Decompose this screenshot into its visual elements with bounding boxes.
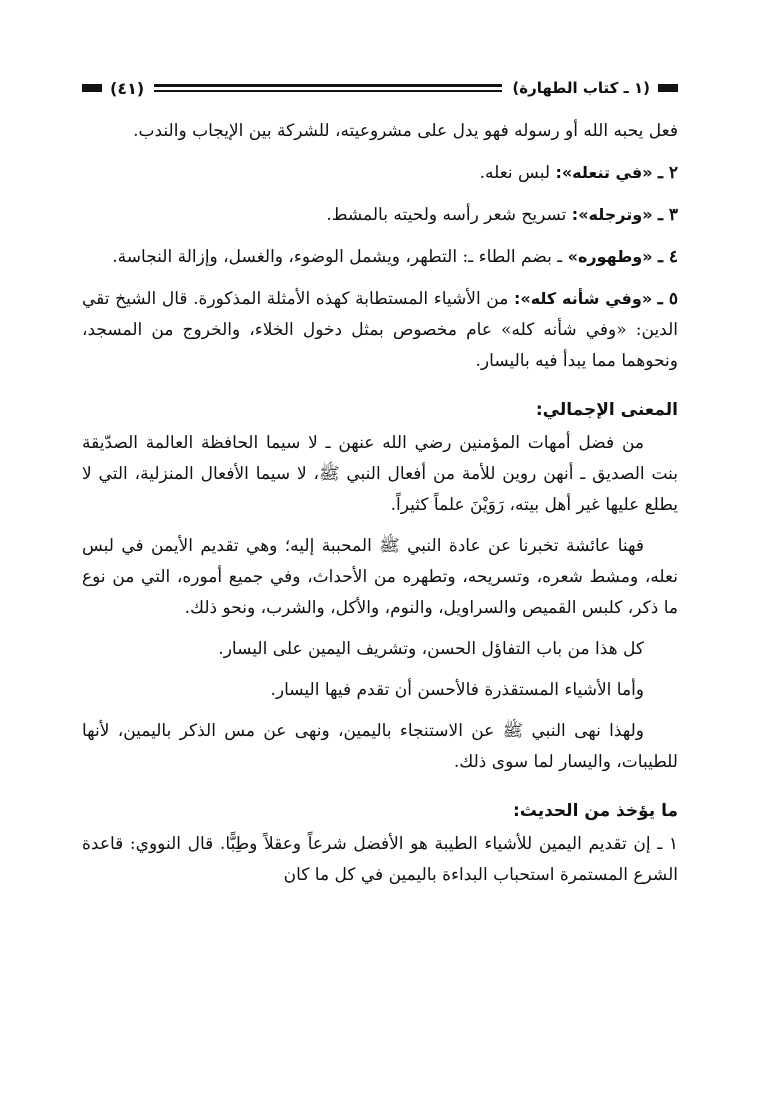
intro-paragraph: فعل يحبه الله أو رسوله فهو يدل على مشروعيته، للشركة بين الإيجاب والندب. — [133, 121, 678, 141]
header-rule-long — [154, 84, 502, 92]
chapter-title: (١ ـ كتاب الطهارة) — [512, 79, 650, 97]
meaning-paragraph: من فضل أمهات المؤمنين رضي الله عنهن ـ لا سيما الحافظة العالمة الصدّيقة بنت الصديق ـ أنهن روين للأمة من أفعال النبي ﷺ، لا سيما الأفعال المنزلية، التي لا يطلع عليها غير أهل بيته، رَوَيْنَ علماً كثيراً. — [82, 433, 678, 515]
glossary-term: «وترجله»: — [571, 205, 653, 224]
lesson-paragraph: ١ ـ إن تقديم اليمين للأشياء الطيبة هو الأفضل شرعاً وعقلاً وطِبًّا. قال النووي: قاعدة الشرع المستمرة استحباب البداءة باليمين في كل ما كان — [82, 834, 678, 885]
glossary-item — [82, 199, 678, 231]
meaning-paragraph: ولهذا نهى النبي ﷺ عن الاستنجاء باليمين، ونهى عن مس الذكر باليمين، لأنها للطيبات، واليسار لما سوى ذلك. — [82, 721, 678, 772]
glossary-number: ٣ ـ — [657, 205, 678, 225]
section-heading-lessons: ما يؤخذ من الحديث: — [512, 801, 678, 821]
glossary-item — [82, 241, 678, 273]
glossary-item — [82, 157, 678, 189]
glossary-text: ـ بضم الطاء ـ: التطهر، ويشمل الوضوء، والغسل، وإزالة النجاسة. — [112, 247, 568, 267]
glossary-item — [82, 283, 678, 377]
glossary-number: ٢ ـ — [657, 163, 678, 183]
meaning-paragraph: فهنا عائشة تخبرنا عن عادة النبي ﷺ المحببة إليه؛ وهي تقديم الأيمن في لبس نعله، ومشط شعره، وتسريحه، وتطهره من الأحداث، وفي جميع أموره، التي من نوع ما ذكر، كلبس القميص والسراويل، والنوم، والأكل، والشرب، ونحو ذلك. — [82, 536, 678, 618]
meaning-paragraph: وأما الأشياء المستقذرة فالأحسن أن تقدم فيها اليسار. — [270, 680, 644, 700]
glossary-term: «وفي شأنه كله»: — [513, 289, 653, 308]
header-rule-left — [82, 84, 102, 92]
glossary-text: من الأشياء المستطابة كهذه الأمثلة المذكورة. قال الشيخ تقي الدين: «وفي شأنه كله» عام مخصوص بمثل دخول الخلاء، والخروج من المسجد، ونحوهما مما يبدأ فيه باليسار. — [82, 289, 678, 371]
glossary-term: «في تنعله»: — [555, 163, 653, 182]
running-header — [82, 74, 678, 102]
glossary-text: لبس نعله. — [479, 163, 556, 183]
page-number: (٤١) — [110, 78, 145, 98]
header-rule-right — [658, 84, 678, 92]
glossary-number: ٥ ـ — [657, 289, 679, 309]
section-heading-meaning: المعنى الإجمالي: — [535, 400, 678, 420]
glossary-text: تسريح شعر رأسه ولحيته بالمشط. — [326, 205, 572, 225]
page-body — [82, 116, 678, 901]
glossary-term: «وطهوره» — [567, 247, 653, 266]
meaning-paragraph: كل هذا من باب التفاؤل الحسن، وتشريف اليمين على اليسار. — [218, 639, 644, 659]
glossary-number: ٤ ـ — [657, 247, 678, 267]
